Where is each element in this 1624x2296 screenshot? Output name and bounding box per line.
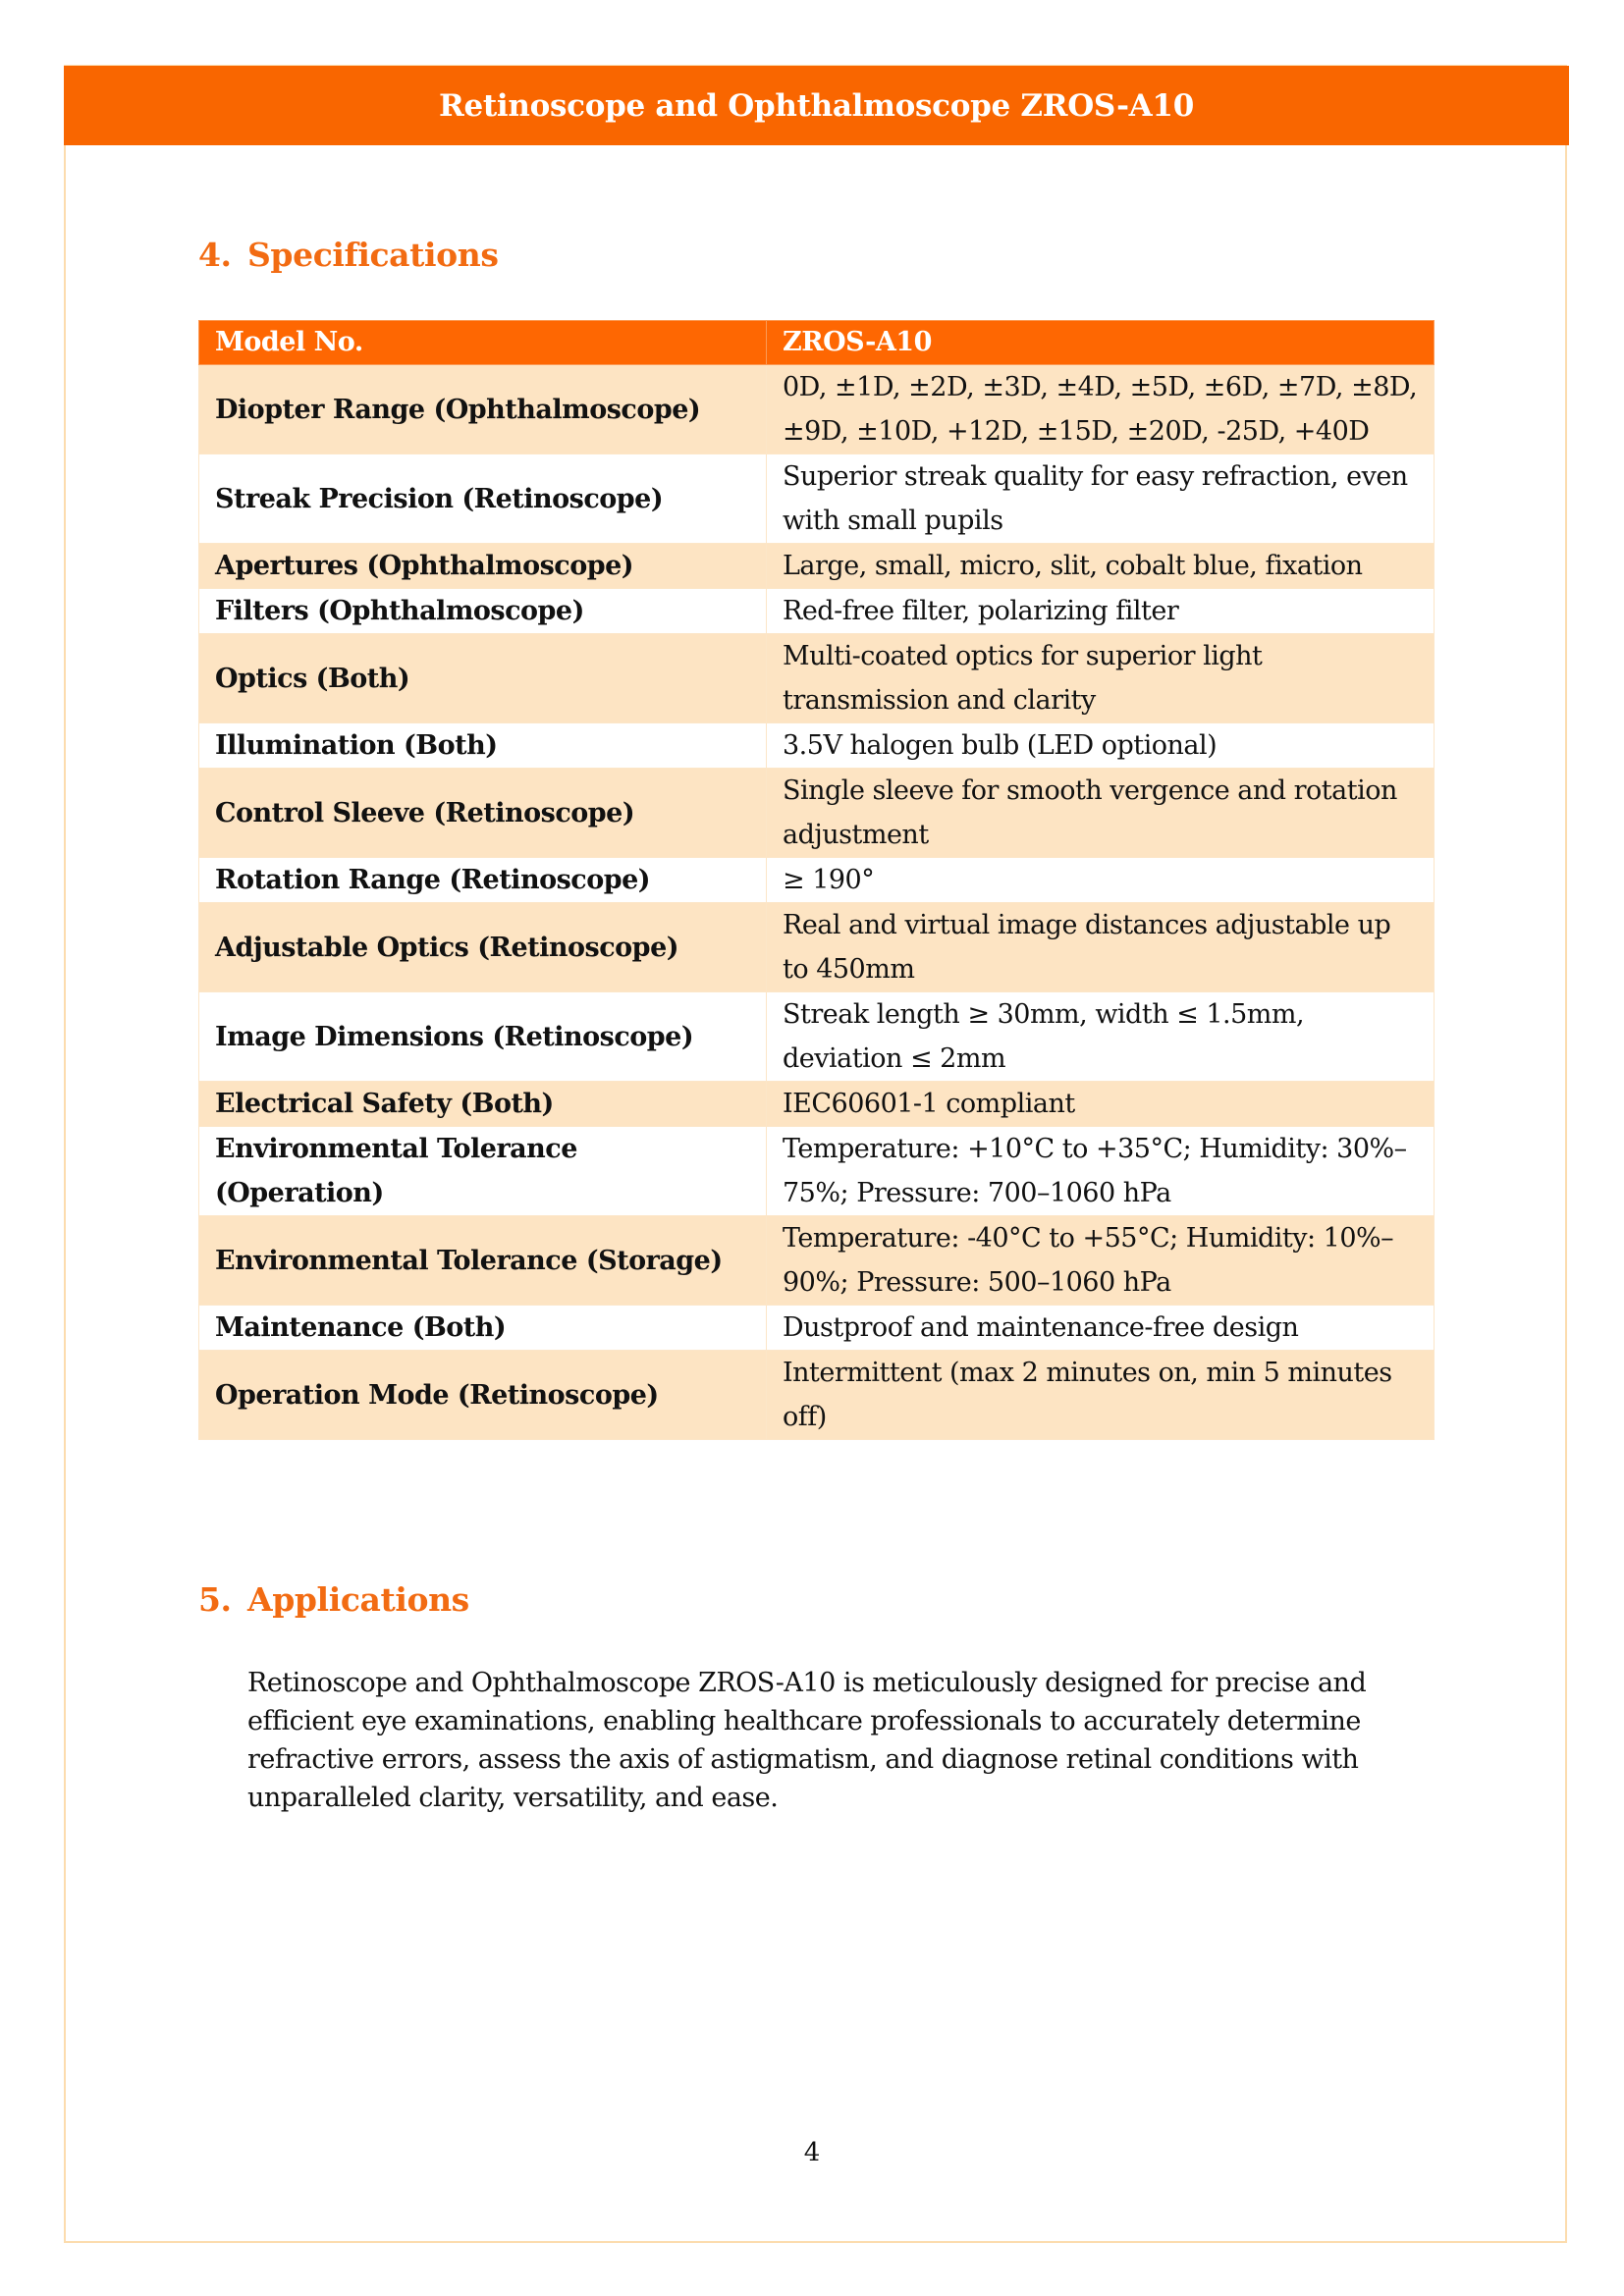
page-number: 4 (803, 2138, 821, 2167)
spec-label-cell: Adjustable Optics (Retinoscope) (199, 903, 767, 992)
specifications-heading (198, 236, 499, 274)
table-row (199, 769, 1435, 858)
spec-label-cell: Image Dimensions (Retinoscope) (199, 992, 767, 1082)
spec-value-cell: 0D, ±1D, ±2D, ±3D, ±4D, ±5D, ±6D, ±7D, ±8D, ±9D, ±10D, +12D, ±15D, ±20D, -25D, +40D (767, 365, 1435, 454)
spec-label-cell: Streak Precision (Retinoscope) (199, 454, 767, 544)
table-row (199, 1351, 1435, 1440)
table-row (199, 858, 1435, 903)
spec-label-cell: Optics (Both) (199, 634, 767, 723)
spec-label-cell: Electrical Safety (Both) (199, 1082, 767, 1127)
table-row (199, 1127, 1435, 1216)
table-row (199, 903, 1435, 992)
table-row (199, 589, 1435, 634)
spec-label-cell: Rotation Range (Retinoscope) (199, 858, 767, 903)
table-row (199, 454, 1435, 544)
spec-label-cell: Operation Mode (Retinoscope) (199, 1351, 767, 1440)
spec-value-cell: Large, small, micro, slit, cobalt blue, fixation (767, 544, 1435, 589)
section-number: 5. (198, 1580, 232, 1619)
spec-value-cell: Intermittent (max 2 minutes on, min 5 minutes off) (767, 1351, 1435, 1440)
section-title: Specifications (247, 236, 499, 274)
header-value-cell: ZROS-A10 (767, 321, 1435, 365)
section-number: 4. (198, 236, 232, 274)
table-row (199, 634, 1435, 723)
spec-value-cell: Dustproof and maintenance-free design (767, 1306, 1435, 1351)
spec-label-cell: Diopter Range (Ophthalmoscope) (199, 365, 767, 454)
spec-label-cell: Filters (Ophthalmoscope) (199, 589, 767, 634)
table-row (199, 992, 1435, 1082)
spec-label-cell: Environmental Tolerance (Storage) (199, 1216, 767, 1306)
spec-value-cell: Superior streak quality for easy refraction, even with small pupils (767, 454, 1435, 544)
spec-value-cell: Temperature: +10°C to +35°C; Humidity: 30%–75%; Pressure: 700–1060 hPa (767, 1127, 1435, 1216)
spec-label-cell: Illumination (Both) (199, 723, 767, 769)
table-row (199, 365, 1435, 454)
table-row (199, 544, 1435, 589)
header-label-cell: Model No. (199, 321, 767, 365)
spec-value-cell: Single sleeve for smooth vergence and rotation adjustment (767, 769, 1435, 858)
spec-value-cell: Streak length ≥ 30mm, width ≤ 1.5mm, deviation ≤ 2mm (767, 992, 1435, 1082)
table-row (199, 723, 1435, 769)
table-row (199, 1216, 1435, 1306)
table-row (199, 1306, 1435, 1351)
document-header (64, 66, 1569, 145)
spec-label-cell: Control Sleeve (Retinoscope) (199, 769, 767, 858)
applications-paragraph: Retinoscope and Ophthalmoscope ZROS-A10 is meticulously designed for precise and efficient eye examinations, enabling healthcare professionals to accurately determine refractive errors, assess the axis of astigmatism, and diagnose retinal conditions with unparalleled clarity, versatility, and ease. (247, 1668, 1367, 1813)
spec-value-cell: Real and virtual image distances adjustable up to 450mm (767, 903, 1435, 992)
spec-label-cell: Maintenance (Both) (199, 1306, 767, 1351)
spec-value-cell: Red-free filter, polarizing filter (767, 589, 1435, 634)
spec-value-cell: 3.5V halogen bulb (LED optional) (767, 723, 1435, 769)
spec-value-cell: ≥ 190° (767, 858, 1435, 903)
table-row (199, 1082, 1435, 1127)
document-title: Retinoscope and Ophthalmoscope ZROS-A10 (439, 87, 1194, 124)
section-title: Applications (247, 1580, 469, 1619)
spec-label-cell: Apertures (Ophthalmoscope) (199, 544, 767, 589)
spec-value-cell: Multi-coated optics for superior light transmission and clarity (767, 634, 1435, 723)
applications-heading (198, 1580, 469, 1619)
spec-value-cell: Temperature: -40°C to +55°C; Humidity: 10%–90%; Pressure: 500–1060 hPa (767, 1216, 1435, 1306)
table-header-row (199, 321, 1435, 365)
spec-value-cell: IEC60601-1 compliant (767, 1082, 1435, 1127)
specifications-table (198, 320, 1435, 1440)
spec-label-cell: Environmental Tolerance (Operation) (199, 1127, 767, 1216)
